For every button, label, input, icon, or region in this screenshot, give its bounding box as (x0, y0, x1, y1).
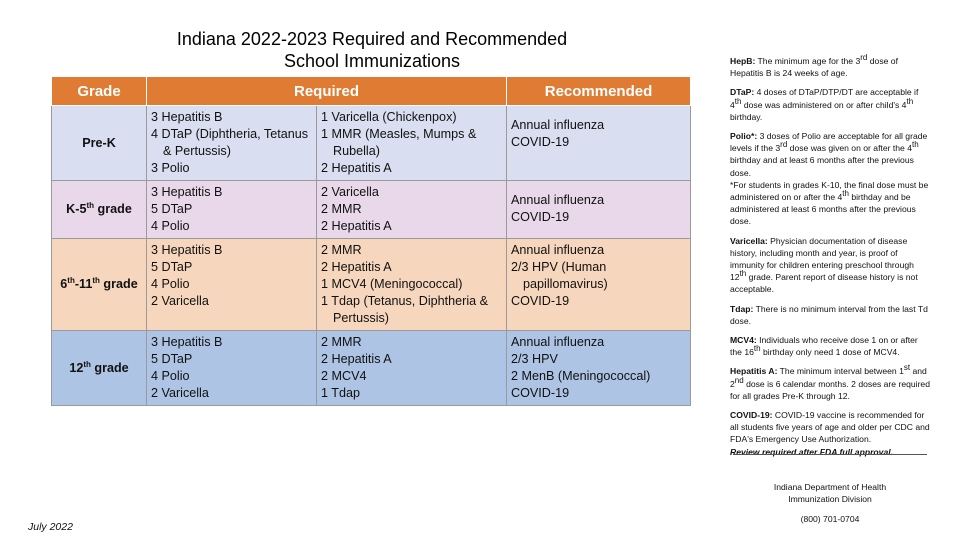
table-row-k-5 (52, 181, 691, 239)
list-item: 2/3 HPV (511, 352, 558, 366)
header-recommended: Recommended (507, 77, 691, 106)
note-text: dose was administered on or after child's 4 (741, 99, 907, 110)
table-row-12 (52, 331, 691, 406)
note-polio (730, 130, 930, 228)
title-line-2: School Immunizations (283, 51, 461, 71)
required-cell-2 (317, 106, 507, 181)
list-item: 5 DTaP (151, 352, 193, 366)
list-item: 2 MMR (321, 335, 362, 349)
list-item: 1 Tdap (321, 386, 360, 400)
required-cell-2 (317, 239, 507, 331)
grade-sup: th (92, 275, 100, 285)
list-item: 5 DTaP (151, 260, 193, 274)
note-text: Physician documentation of disease history, including month and year, is proof of immunity for children entering preschool through 12 (730, 235, 914, 283)
note-label: HepB: (730, 56, 756, 66)
grade-suffix: grade (99, 277, 138, 291)
note-label: Tdap: (730, 303, 754, 314)
divider (733, 454, 927, 455)
note-text: grade. Parent report of disease history is not acceptable. (730, 272, 918, 295)
grade-text: -11 (74, 277, 93, 291)
note-tdap (730, 303, 930, 327)
note-text: COVID-19 vaccine is recommended for all students five years of age and older per CDC and FDA's Emergency Use Authorization. (730, 410, 930, 445)
note-sup: th (911, 140, 919, 150)
table-row-pre-k (52, 106, 691, 181)
list-item: 5 DTaP (151, 202, 193, 216)
table-row-6-11 (52, 239, 691, 331)
note-sup: nd (734, 375, 744, 385)
required-cell-1 (147, 331, 317, 406)
note-label: Hepatitis A: (730, 366, 778, 377)
note-label: Varicella: (730, 235, 768, 246)
table-header-row (52, 77, 691, 106)
note-label: Polio*: (730, 131, 758, 142)
list-item: 4 Polio (151, 369, 190, 383)
note-text: and 2 (730, 366, 927, 389)
immunization-table (51, 76, 691, 406)
grade-suffix: grade (94, 202, 132, 216)
list-item: 1 Varicella (Chickenpox) (321, 110, 457, 124)
note-sup: th (734, 96, 742, 106)
list-item: 2 MenB (Meningococcal) (511, 369, 651, 383)
note-label: DTaP: (730, 87, 755, 98)
title-line-1: Indiana 2022-2023 Required and Recommended (176, 29, 568, 49)
required-cell-1 (147, 239, 317, 331)
recommended-cell (507, 106, 691, 181)
note-text: *For students in grades K-10, the final dose must be administered on or after the 4 (730, 179, 929, 203)
note-hepb (730, 55, 930, 79)
note-text: There is no minimum interval from the last Td dose. (730, 303, 928, 326)
list-item: 2/3 HPV (Human papillomavirus) (511, 260, 608, 291)
note-sup: rd (780, 140, 788, 150)
note-varicella (730, 235, 930, 296)
grade-sup: th (83, 359, 91, 369)
note-text: dose of Hepatitis B is 24 weeks of age. (730, 56, 898, 79)
note-text: 3 doses of Polio are acceptable for all grade levels if the 3 (730, 131, 928, 154)
list-item: 4 Polio (151, 219, 190, 233)
note-dtap (730, 86, 930, 123)
required-cell-2 (317, 331, 507, 406)
grade-text: 6 (60, 277, 68, 291)
note-mcv4 (730, 334, 930, 358)
required-cell-2 (317, 181, 507, 239)
note-label: MCV4: (730, 335, 757, 346)
list-item: 1 Tdap (Tetanus, Diphtheria & Pertussis) (321, 294, 489, 325)
list-item: 2 Hepatitis A (321, 260, 392, 274)
list-item: 3 Hepatitis B (151, 110, 223, 124)
list-item: 3 Hepatitis B (151, 243, 223, 257)
review-notice: Review required after FDA full approval. (730, 446, 893, 457)
grade-cell: Pre-K (52, 106, 147, 181)
recommended-cell (507, 331, 691, 406)
list-item: Annual influenza (511, 243, 605, 257)
note-text: birthday only need 1 dose of MCV4. (760, 347, 900, 358)
note-label: COVID-19: (730, 410, 773, 421)
list-item: 4 Polio (151, 277, 190, 291)
list-item: 3 Hepatitis B (151, 185, 223, 199)
list-item: 1 MMR (Measles, Mumps & Rubella) (321, 127, 477, 158)
note-text: The minimum interval between 1 (777, 366, 904, 377)
list-item: 2 Hepatitis A (321, 219, 392, 233)
list-item: 1 MCV4 (Meningococcal) (321, 277, 463, 291)
grade-cell (52, 181, 147, 239)
note-sup: th (753, 344, 761, 354)
note-text: Individuals who receive dose 1 on or after the 16 (730, 335, 918, 358)
footer-org (733, 481, 927, 525)
grade-suffix: grade (90, 360, 129, 375)
required-cell-1 (147, 181, 317, 239)
list-item: 2 Varicella (321, 185, 379, 199)
note-text: 4 doses of DTaP/DTP/DT are acceptable if 4 (730, 87, 919, 110)
note-sup: rd (860, 53, 868, 63)
list-item: 2 MMR (321, 243, 362, 257)
list-item: Annual influenza (511, 118, 605, 132)
note-covid (730, 409, 930, 458)
grade-cell (52, 239, 147, 331)
list-item: 2 MCV4 (321, 369, 367, 383)
grade-sup: th (67, 275, 75, 285)
page-title (52, 28, 692, 72)
note-text: The minimum age for the 3 (755, 56, 861, 66)
list-item: 2 MMR (321, 202, 362, 216)
grade-sup: th (86, 200, 95, 210)
note-text: dose is 6 calendar months. 2 doses are required for all grades Pre-K through 12. (730, 378, 930, 401)
phone-number: (800) 701-0704 (800, 514, 860, 524)
note-sup: th (906, 96, 914, 106)
note-sup: th (842, 189, 849, 199)
grade-text: 12 (69, 360, 84, 375)
grade-text: K-5 (66, 202, 87, 216)
list-item: COVID-19 (511, 210, 570, 224)
list-item: Annual influenza (511, 193, 605, 207)
note-sup: st (903, 363, 911, 373)
note-sup: th (739, 269, 747, 279)
recommended-cell (507, 181, 691, 239)
grade-cell (52, 331, 147, 406)
recommended-cell (507, 239, 691, 331)
header-required: Required (147, 77, 507, 106)
list-item: 4 DTaP (Diphtheria, Tetanus & Pertussis) (151, 127, 309, 158)
list-item: 3 Hepatitis B (151, 335, 223, 349)
list-item: Annual influenza (511, 335, 605, 349)
list-item: 2 Varicella (151, 386, 209, 400)
note-text: dose was given on or after the 4 (787, 143, 912, 154)
list-item: 3 Polio (151, 161, 190, 175)
list-item: COVID-19 (511, 135, 570, 149)
note-text: birthday. (730, 111, 763, 122)
list-item: 2 Hepatitis A (321, 161, 392, 175)
document-date: July 2022 (28, 521, 73, 533)
footnotes-panel (730, 55, 930, 465)
note-text: birthday and be administered at least 6 months after the previous dose. (730, 192, 916, 227)
list-item: COVID-19 (511, 294, 570, 308)
list-item: 2 Varicella (151, 294, 209, 308)
required-cell-1 (147, 106, 317, 181)
header-grade: Grade (52, 77, 147, 106)
list-item: 2 Hepatitis A (321, 352, 392, 366)
note-hepa (730, 365, 930, 402)
list-item: COVID-19 (511, 386, 570, 400)
org-division: Immunization Division (788, 494, 872, 504)
note-text: birthday and at least 6 months after the previous dose. (730, 155, 914, 178)
org-name: Indiana Department of Health (773, 482, 887, 492)
